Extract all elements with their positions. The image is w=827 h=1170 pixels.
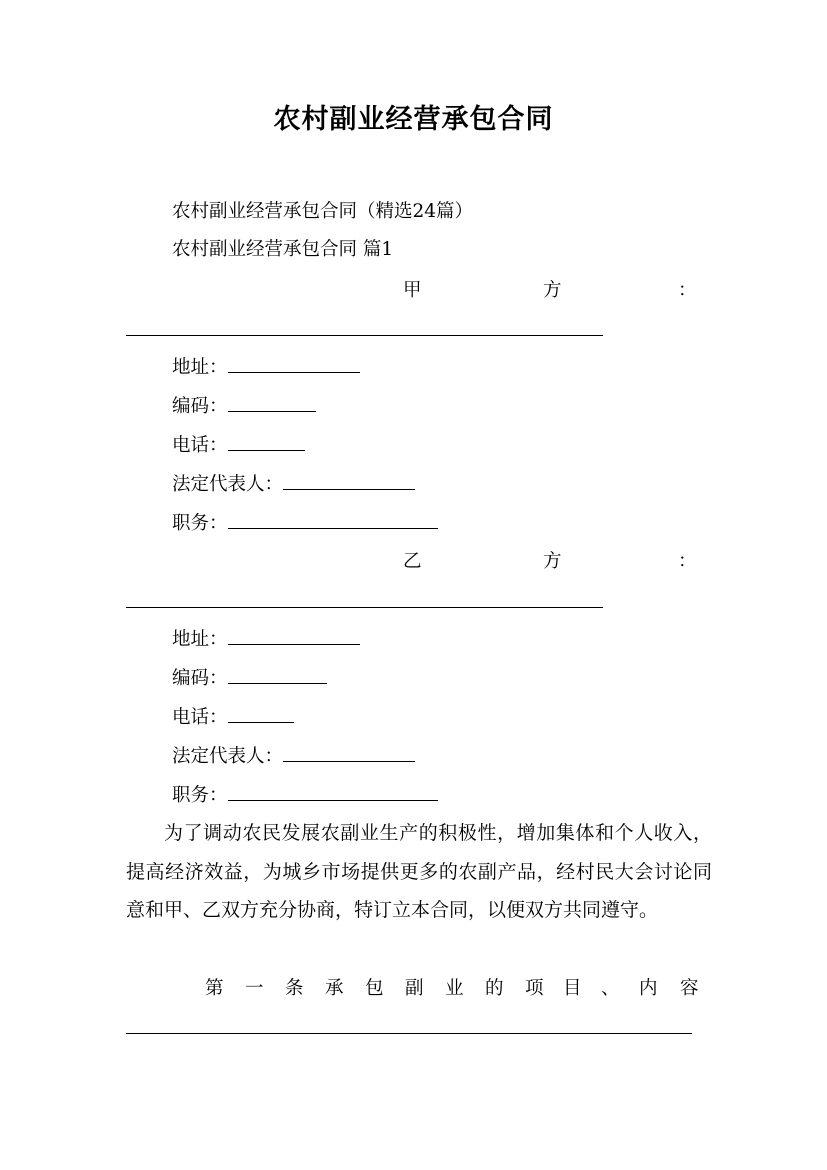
article-char: 内 <box>639 978 658 999</box>
code-label: 编码： <box>172 396 228 417</box>
position-blank <box>228 782 438 801</box>
party-a-char1: 甲 <box>403 280 422 301</box>
address-label: 地址： <box>172 629 228 650</box>
party-a-phone-field <box>172 432 305 458</box>
party-b-colon: ： <box>678 551 697 572</box>
phone-blank <box>228 432 305 451</box>
party-b-position-field <box>172 782 438 808</box>
article-char: 、 <box>601 978 620 999</box>
party-b-char1: 乙 <box>403 551 422 572</box>
party-a-name-blank <box>126 335 603 336</box>
address-blank <box>228 626 360 645</box>
party-b-name-blank <box>126 607 603 608</box>
article-char: 承 <box>325 978 344 999</box>
article-char: 第 <box>205 978 224 999</box>
phone-blank <box>228 704 294 723</box>
phone-label: 电话： <box>172 435 228 456</box>
party-b-code-field <box>172 665 327 691</box>
position-label: 职务： <box>172 513 228 534</box>
party-a-address-field <box>172 354 360 380</box>
article-char: 条 <box>285 978 304 999</box>
article-char: 一 <box>245 978 264 999</box>
address-blank <box>228 354 360 373</box>
code-blank <box>228 393 316 412</box>
article-char: 容 <box>680 978 699 999</box>
address-label: 地址： <box>172 357 228 378</box>
party-a-code-field <box>172 393 316 419</box>
document-title: 农村副业经营承包合同 <box>273 104 554 135</box>
party-b-char2: 方 <box>543 551 562 572</box>
legal-rep-label: 法定代表人： <box>172 746 284 767</box>
party-a-position-field <box>172 510 438 536</box>
article-char: 的 <box>485 978 504 999</box>
code-blank <box>228 665 327 684</box>
position-blank <box>228 510 438 529</box>
position-label: 职务： <box>172 785 228 806</box>
article-char: 业 <box>445 978 464 999</box>
legal-rep-label: 法定代表人： <box>172 474 284 495</box>
document-subtitle: 农村副业经营承包合同（精选24篇） <box>172 201 474 222</box>
legal-rep-blank <box>283 743 415 762</box>
party-b-phone-field <box>172 704 294 730</box>
party-a-colon: ： <box>678 280 697 301</box>
phone-label: 电话： <box>172 707 228 728</box>
article-char: 目 <box>563 978 582 999</box>
party-a-char2: 方 <box>543 280 562 301</box>
article-char: 项 <box>525 978 544 999</box>
party-b-address-field <box>172 626 360 652</box>
article-1-content-blank <box>126 1033 692 1034</box>
intro-paragraph: 为了调动农民发展农副业生产的积极性，增加集体和个人收入，提高经济效益，为城乡市场提供更多的农副产品，经村民大会讨论同意和甲、乙双方充分协商，特订立本合同，以便双方共同遵守。 <box>126 822 712 921</box>
article-char: 包 <box>365 978 384 999</box>
party-a-legal-rep-field <box>172 471 415 497</box>
party-b-legal-rep-field <box>172 743 415 769</box>
section-heading: 农村副业经营承包合同 篇1 <box>172 239 394 260</box>
legal-rep-blank <box>283 471 415 490</box>
code-label: 编码： <box>172 668 228 689</box>
article-char: 副 <box>405 978 424 999</box>
